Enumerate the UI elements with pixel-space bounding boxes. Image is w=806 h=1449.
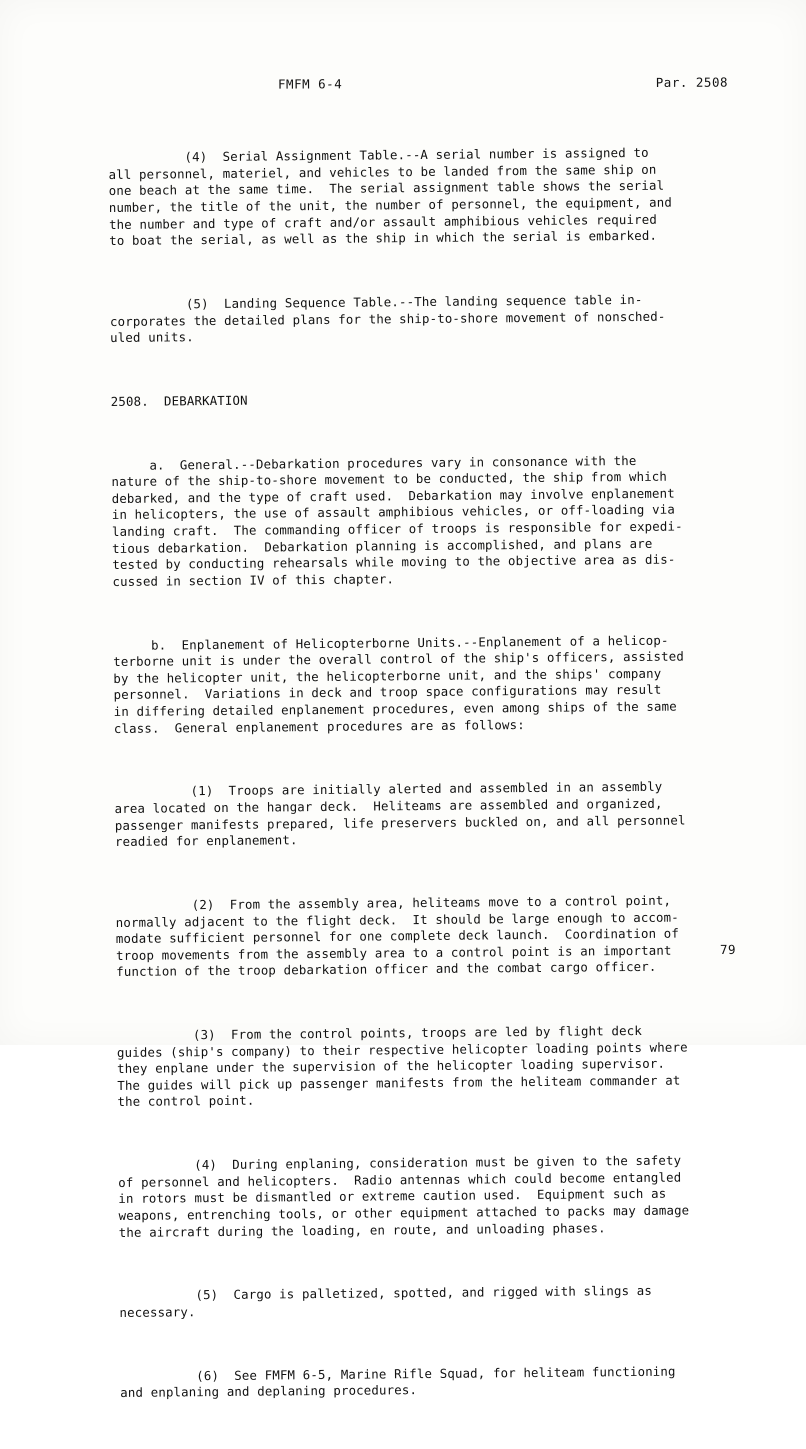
document-body: [108, 111, 741, 1449]
paragraph-landing-sequence-table: (5) Landing Sequence Table.--The landing sequence table in- corporates the detailed plans for the ship-to-shore movement of nonsched- uled units.: [109, 291, 666, 346]
paragraph-ref: Par. 2508: [655, 74, 729, 90]
paragraph-enplanement-helicopterborne-units: b. Enplanement of Helicopterborne Units.--Enplanement of a helicop- terborne unit is under the overall control of the ship's officers, assisted by the helicopter unit, the helicopterborne unit, and the ships' company personnel. Variations in deck and troop space configurations may result in differing detailed enplanement procedures, even among ships of the same class. General enplanement procedures are as follows:: [112, 632, 685, 736]
paragraph-general: a. General.--Debarkation procedures vary in consonance with the nature of the ship-to-shore movement to be conducted, the ship from which debarked, and the type of craft used. Debarkation may involve enplanement in helicopters, the use of assault amphibious vehicles, or off-loading via landing craft. The commanding officer of troops is responsible for expedi- tious debarkation. Debarkation planning is accomplished, and plans are tested by conducting rehearsals while moving to the objective area as dis- cussed in section IV of this chapter.: [111, 452, 683, 589]
paragraph-see-fmfm-6-5: (6) See FMFM 6-5, Marine Rifle Squad, for heliteam functioning and enplaning and deplaning procedures.: [120, 1363, 676, 1401]
paragraph-control-points-to-loading-points: (3) From the control points, troops are led by flight deck guides (ship's company) to their respective helicopter loading points where they enplane under the supervision of the helicopter loading supervisor. The guides will pick up passenger manifests from the heliteam commander at the control point.: [116, 1023, 688, 1110]
paragraph-troops-alerted: (1) Troops are initially alerted and assembled in an assembly area located on the hangar deck. Heliteams are assembled and organized, passenger manifests prepared, life preservers buckled on, and all personnel readied for enplanement.: [114, 779, 686, 850]
page-content: [108, 76, 728, 1449]
manual-id: FMFM 6-4: [277, 76, 343, 92]
paragraph-safety-during-enplaning: (4) During enplaning, consideration must be given to the safety of personnel and helicopters. Radio antennas which could become entangled in rotors must be dismantled or extreme caution used. Equipment such as weapons, entrenching tools, or other equipment attached to packs may damage the aircraft during the loading, en route, and unloading phases.: [117, 1152, 690, 1240]
page-number: 79: [719, 941, 737, 958]
section-heading-debarkation: 2508. DEBARKATION: [110, 392, 248, 409]
paragraph-serial-assignment-table: (4) Serial Assignment Table.--A serial number is assigned to all personnel, materiel, and vehicles to be landed from the same ship on one beach at the same time. The serial assignment table shows the serial number, the title of the unit, the number of personnel, the equipment, and the number and type of craft and/or assault amphibious vehicles required to boat the serial, as well as the ship in which the serial is embarked.: [108, 144, 673, 249]
page-header: [108, 75, 728, 93]
paragraph-assembly-to-control-point: (2) From the assembly area, heliteams move to a control point, normally adjacent to the flight deck. It should be large enough to accom- modate sufficient personnel for one complete deck launch. Coordination of troop movements from the assembly area to a control point is an important function of the troop debarkation officer and the combat cargo officer.: [115, 892, 680, 980]
paragraph-cargo-palletized: (5) Cargo is palletized, spotted, and rigged with slings as necessary.: [119, 1283, 653, 1320]
